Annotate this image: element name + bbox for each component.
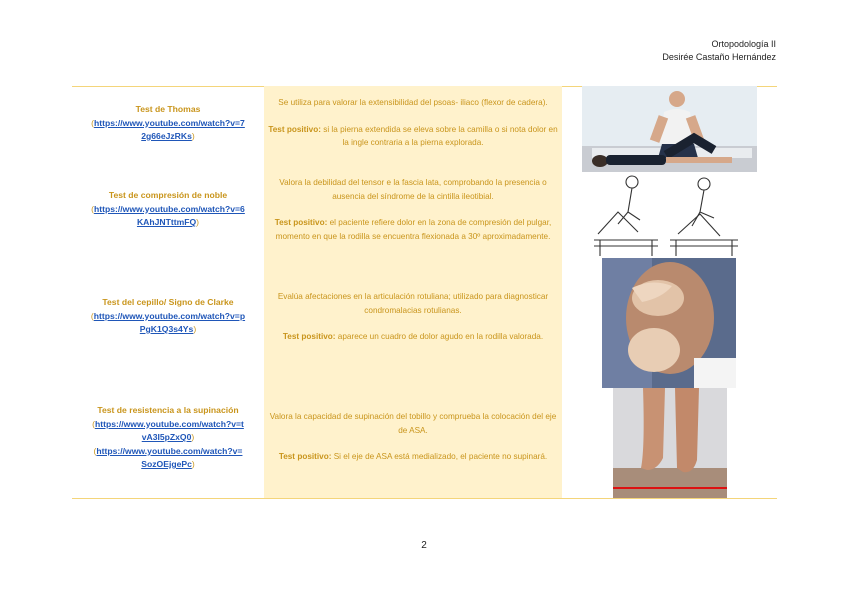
test-description: Valora la debilidad del tensor e la fascia lata, comprobando la presencia o ausencia del síndrome de la cintilla ileotibial. bbox=[279, 178, 547, 201]
test-description: Valora la capacidad de supinación del tobillo y comprueba la colocación del eje de ASA. bbox=[269, 412, 557, 435]
test-name-cell bbox=[72, 404, 264, 472]
table-bottom-rule bbox=[72, 498, 777, 499]
youtube-link[interactable]: https://www.youtube.com/watch?v=7 2g66eJzRKs bbox=[94, 117, 245, 141]
youtube-link[interactable]: https://www.youtube.com/watch?v=t vA3I5pZxQ0 bbox=[94, 418, 244, 442]
page-header bbox=[662, 38, 776, 64]
test-link: (https://www.youtube.com/watch?v= SozOEjgePc) bbox=[93, 445, 243, 469]
test-link: (https://www.youtube.com/watch?v=p PgK1Q3s4Ys) bbox=[90, 310, 246, 334]
test-link: (https://www.youtube.com/watch?v=6 KAhJNTttmFQ) bbox=[91, 203, 245, 227]
test-title: Test del cepillo/ Signo de Clarke bbox=[102, 297, 234, 307]
youtube-link[interactable]: https://www.youtube.com/watch?v=6 KAhJNTttmFQ bbox=[94, 203, 245, 227]
test-name-cell bbox=[72, 296, 264, 337]
test-link: (https://www.youtube.com/watch?v=t vA3I5pZxQ0) bbox=[92, 418, 244, 442]
noble-compression-illustration bbox=[588, 172, 743, 258]
test-name-cell bbox=[72, 189, 264, 230]
header-author: Desirée Castaño Hernández bbox=[662, 52, 776, 62]
thomas-test-photo bbox=[582, 86, 757, 172]
test-link: (https://www.youtube.com/watch?v=7 2g66eJzRKs) bbox=[91, 117, 245, 141]
positive-result: Test positivo: si la pierna extendida se eleva sobre la camilla o si nota dolor en la ingle contraria a la pierna explorada. bbox=[268, 124, 558, 147]
test-title: Test de Thomas bbox=[135, 104, 201, 114]
positive-result: Test positivo: el paciente refiere dolor en la zona de compresión del pulgar, momento en que la rodilla se encuentra flexionada a 30º aproximadamente. bbox=[274, 218, 552, 241]
test-title: Test de resistencia a la supinación bbox=[97, 405, 239, 415]
youtube-link[interactable]: https://www.youtube.com/watch?v=p PgK1Q3s4Ys bbox=[93, 310, 246, 334]
test-description-cell bbox=[266, 176, 560, 243]
supination-resistance-photo bbox=[613, 388, 727, 498]
test-description-cell bbox=[266, 96, 560, 150]
youtube-link[interactable]: https://www.youtube.com/watch?v= SozOEjgePc bbox=[96, 445, 243, 469]
page-number: 2 bbox=[421, 540, 427, 551]
positive-result: Test positivo: Si el eje de ASA está medializado, el paciente no supinará. bbox=[278, 452, 548, 461]
positive-result: Test positivo: aparece un cuadro de dolor agudo en la rodilla valorada. bbox=[282, 332, 544, 341]
test-description: Se utiliza para valorar la extensibilidad del psoas- iliaco (flexor de cadera). bbox=[278, 98, 548, 107]
test-description-cell bbox=[266, 410, 560, 464]
clarke-sign-photo bbox=[602, 258, 736, 388]
header-course: Ortopodología II bbox=[711, 39, 776, 49]
test-title: Test de compresión de noble bbox=[108, 190, 228, 200]
test-description: Evalúa afectaciones en la articulación rotuliana; utilizado para diagnosticar condromalacias rotulianas. bbox=[277, 292, 549, 315]
test-description-cell bbox=[266, 290, 560, 344]
test-name-cell bbox=[72, 103, 264, 144]
